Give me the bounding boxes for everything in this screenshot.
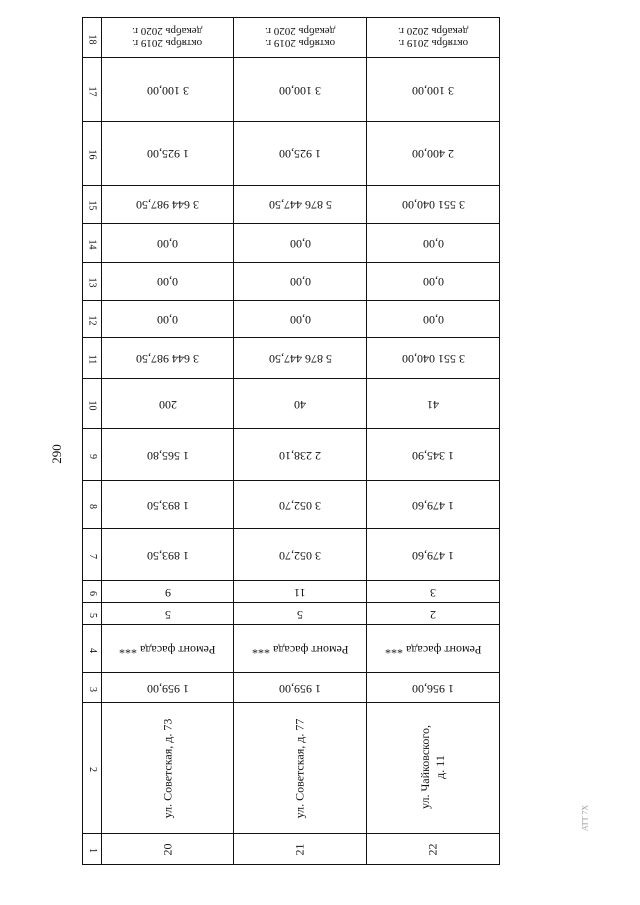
header-col-8: 8 <box>83 480 102 529</box>
table-row-col9 <box>83 429 500 481</box>
table-row-col2 <box>83 703 500 833</box>
cell-value: 3 551 040,00 <box>367 338 500 378</box>
cell-value: 41 <box>367 378 500 429</box>
header-col-4: 4 <box>83 625 102 673</box>
table-row-col8 <box>83 480 500 529</box>
footer-mark: ATT 7X <box>580 804 590 832</box>
cell-period: октябрь 2019 г. декабрь 2020 г. <box>234 18 367 58</box>
header-col-11: 11 <box>83 338 102 378</box>
cell-value: 40 <box>234 378 367 429</box>
cell-value: 0,00 <box>102 262 234 300</box>
cell-value: 3 644 987,50 <box>102 338 234 378</box>
header-col-13: 13 <box>83 262 102 300</box>
table-row-col7 <box>83 529 500 581</box>
cell-value: 0,00 <box>367 300 500 337</box>
table-row-col18 <box>83 18 500 58</box>
table-row-col1 <box>83 833 500 864</box>
table-row-col15 <box>83 185 500 223</box>
header-col-2: 2 <box>83 703 102 833</box>
header-col-3: 3 <box>83 672 102 702</box>
table-row-col10 <box>83 378 500 429</box>
cell-value: 0,00 <box>234 224 367 262</box>
cell-value: 5 <box>102 603 234 625</box>
cell-row-number: 21 <box>234 833 367 864</box>
cell-row-number: 22 <box>367 833 500 864</box>
table-row-col6 <box>83 580 500 602</box>
cell-value: 0,00 <box>367 224 500 262</box>
cell-address: ул. Советская, д. 73 <box>102 703 234 833</box>
cell-value: 3 100,00 <box>234 58 367 122</box>
cell-work-type: Ремонт фасада *** <box>102 625 234 673</box>
cell-work-type: Ремонт фасада *** <box>367 625 500 673</box>
header-col-16: 16 <box>83 122 102 186</box>
header-col-9: 9 <box>83 429 102 481</box>
table-row-col12 <box>83 300 500 337</box>
cell-address: ул. Советская, д. 77 <box>234 703 367 833</box>
header-col-1: 1 <box>83 833 102 864</box>
table-row-col16 <box>83 122 500 186</box>
cell-value: 0,00 <box>102 300 234 337</box>
cell-value: 1 893,50 <box>102 529 234 581</box>
cell-value: 2 <box>367 603 500 625</box>
cell-value: 1 956,00 <box>367 672 500 702</box>
cell-value: 1 925,00 <box>102 122 234 186</box>
cell-value: 3 551 040,00 <box>367 185 500 223</box>
cell-value: 3 644 987,50 <box>102 185 234 223</box>
cell-value: 9 <box>102 580 234 602</box>
cell-value: 3 052,70 <box>234 480 367 529</box>
table-row-col5 <box>83 603 500 625</box>
cell-value: 1 959,00 <box>102 672 234 702</box>
header-col-17: 17 <box>83 58 102 122</box>
cell-value: 1 345,90 <box>367 429 500 481</box>
cell-value: 1 893,50 <box>102 480 234 529</box>
data-table <box>82 17 500 865</box>
header-col-6: 6 <box>83 580 102 602</box>
header-col-12: 12 <box>83 300 102 337</box>
header-col-10: 10 <box>83 378 102 429</box>
cell-value: 1 925,00 <box>234 122 367 186</box>
cell-period: октябрь 2019 г. декабрь 2020 г. <box>367 18 500 58</box>
header-col-7: 7 <box>83 529 102 581</box>
cell-value: 1 479,60 <box>367 529 500 581</box>
cell-value: 200 <box>102 378 234 429</box>
cell-row-number: 20 <box>102 833 234 864</box>
cell-value: 0,00 <box>234 300 367 337</box>
cell-value: 2 238,10 <box>234 429 367 481</box>
cell-value: 3 <box>367 580 500 602</box>
header-col-18: 18 <box>83 18 102 58</box>
table-row-col3 <box>83 672 500 702</box>
header-col-5: 5 <box>83 603 102 625</box>
cell-value: 1 479,60 <box>367 480 500 529</box>
cell-work-type: Ремонт фасада *** <box>234 625 367 673</box>
table-row-col17 <box>83 58 500 122</box>
cell-value: 1 959,00 <box>234 672 367 702</box>
header-col-15: 15 <box>83 185 102 223</box>
cell-value: 0,00 <box>102 224 234 262</box>
cell-value: 3 100,00 <box>102 58 234 122</box>
header-col-14: 14 <box>83 224 102 262</box>
table-row-col11 <box>83 338 500 378</box>
cell-value: 0,00 <box>367 262 500 300</box>
cell-value: 3 100,00 <box>367 58 500 122</box>
cell-value: 2 400,00 <box>367 122 500 186</box>
cell-value: 5 876 447,50 <box>234 185 367 223</box>
cell-address: ул. Чайковского, д. 11 <box>367 703 500 833</box>
cell-value: 1 565,80 <box>102 429 234 481</box>
table-row-col13 <box>83 262 500 300</box>
table-row-col4 <box>83 625 500 673</box>
cell-value: 5 876 447,50 <box>234 338 367 378</box>
cell-value: 11 <box>234 580 367 602</box>
cell-value: 0,00 <box>234 262 367 300</box>
cell-value: 5 <box>234 603 367 625</box>
cell-period: октябрь 2019 г. декабрь 2020 г. <box>102 18 234 58</box>
page-number: 290 <box>49 444 64 464</box>
table-row-col14 <box>83 224 500 262</box>
cell-value: 3 052,70 <box>234 529 367 581</box>
